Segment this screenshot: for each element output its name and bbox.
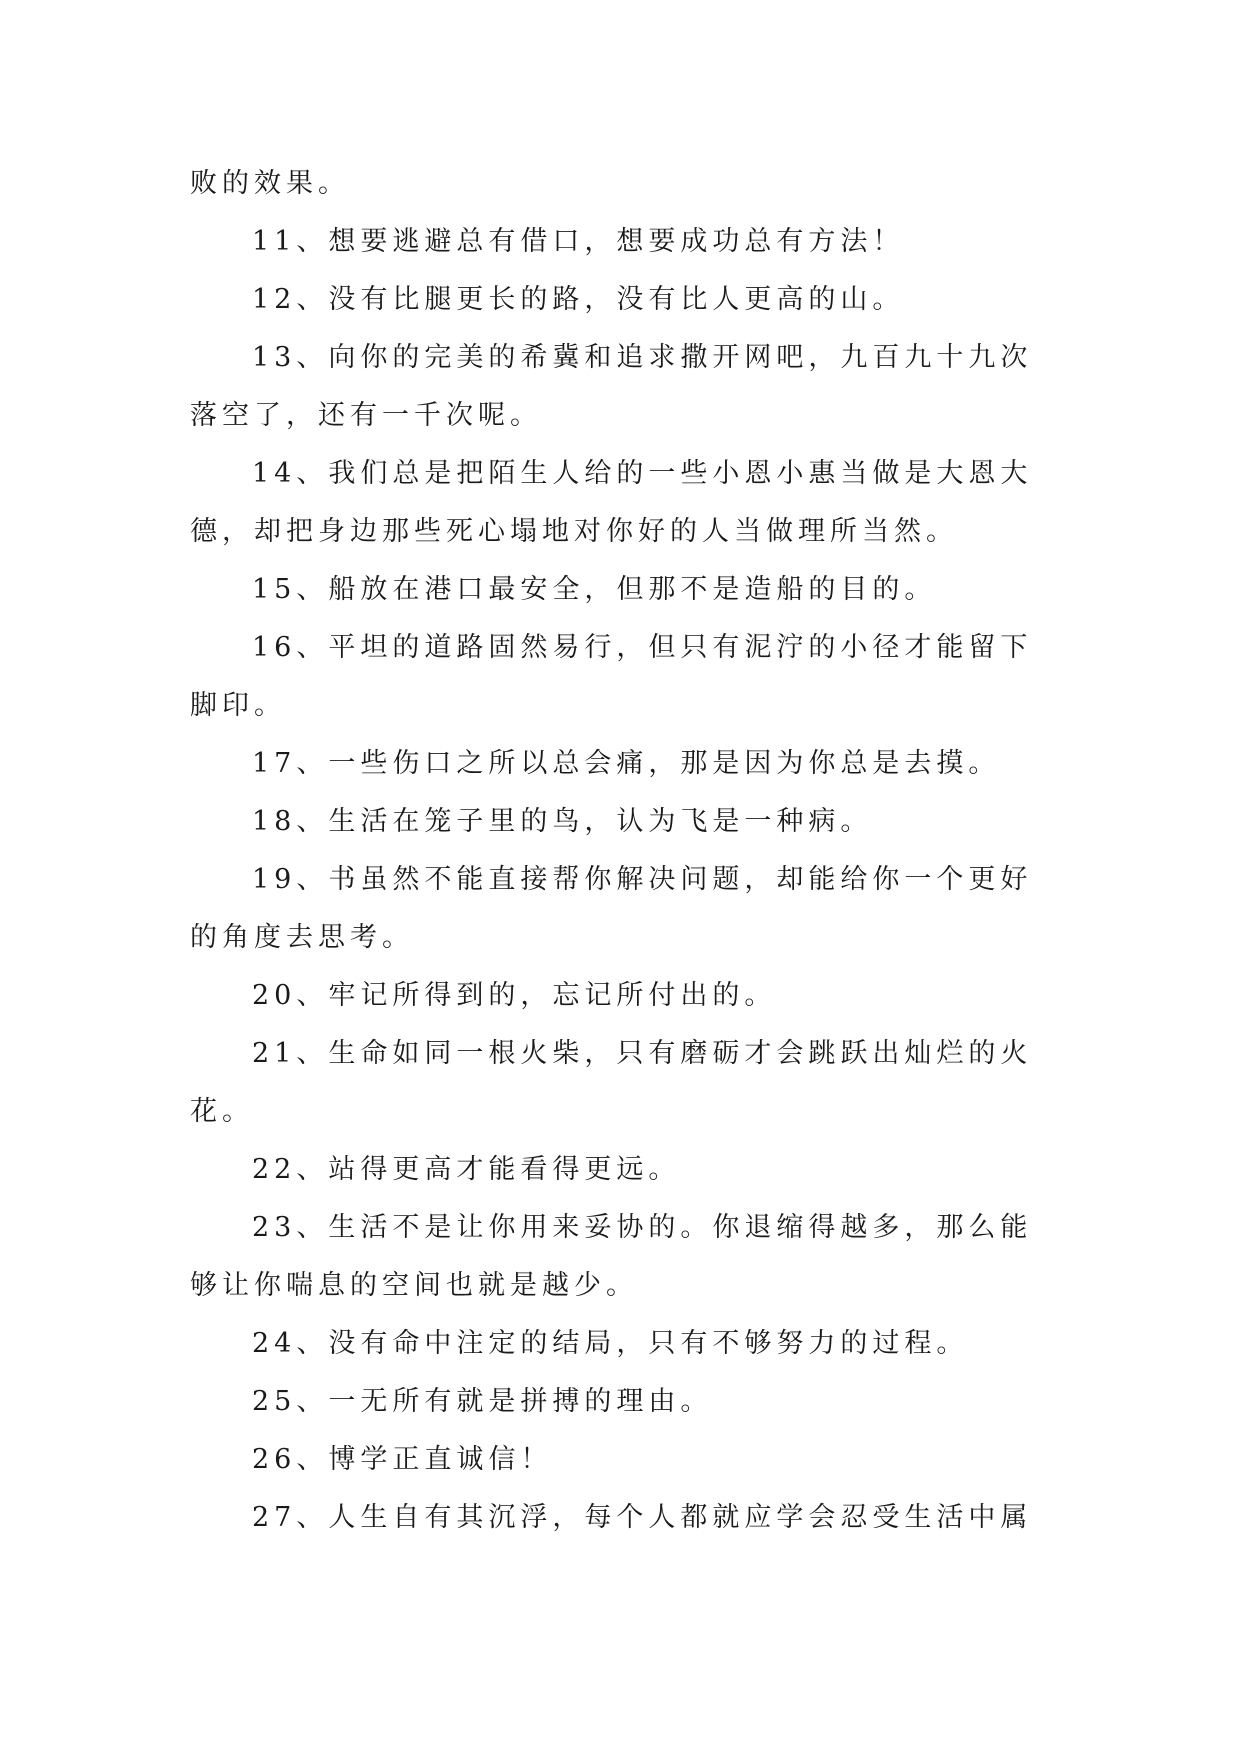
text-line: 18、生活在笼子里的鸟，认为飞是一种病。 xyxy=(252,806,873,837)
text-line: 花。 xyxy=(190,1096,254,1127)
text-line: 12、没有比腿更长的路，没有比人更高的山。 xyxy=(252,284,905,315)
text-line: 25、一无所有就是拼搏的理由。 xyxy=(252,1386,713,1417)
text-line: 脚印。 xyxy=(190,690,286,721)
text-line: 败的效果。 xyxy=(190,168,350,199)
text-line: 16、平坦的道路固然易行，但只有泥泞的小径才能留下 xyxy=(252,632,1033,663)
text-line: 的角度去思考。 xyxy=(190,922,414,953)
text-line: 26、博学正直诚信！ xyxy=(252,1444,553,1475)
text-line: 24、没有命中注定的结局，只有不够努力的过程。 xyxy=(252,1328,969,1359)
text-line: 20、牢记所得到的，忘记所付出的。 xyxy=(252,980,777,1011)
text-line: 19、书虽然不能直接帮你解决问题，却能给你一个更好 xyxy=(252,864,1033,895)
text-line: 17、一些伤口之所以总会痛，那是因为你总是去摸。 xyxy=(252,748,1001,779)
text-line: 15、船放在港口最安全，但那不是造船的目的。 xyxy=(252,574,937,605)
text-line: 11、想要逃避总有借口，想要成功总有方法！ xyxy=(252,226,905,257)
text-line: 27、人生自有其沉浮，每个人都就应学会忍受生活中属 xyxy=(252,1502,1033,1533)
text-line: 14、我们总是把陌生人给的一些小恩小惠当做是大恩大 xyxy=(252,458,1033,489)
text-line: 22、站得更高才能看得更远。 xyxy=(252,1154,681,1185)
text-line: 落空了，还有一千次呢。 xyxy=(190,400,542,431)
text-line: 21、生命如同一根火柴，只有磨砺才会跳跃出灿烂的火 xyxy=(252,1038,1033,1069)
text-line: 德，却把身边那些死心塌地对你好的人当做理所当然。 xyxy=(190,516,958,547)
document-body xyxy=(190,155,1060,1547)
text-line: 13、向你的完美的希冀和追求撒开网吧，九百九十九次 xyxy=(252,342,1033,373)
text-line: 23、生活不是让你用来妥协的。你退缩得越多，那么能 xyxy=(252,1212,1033,1243)
text-line: 够让你喘息的空间也就是越少。 xyxy=(190,1270,638,1301)
